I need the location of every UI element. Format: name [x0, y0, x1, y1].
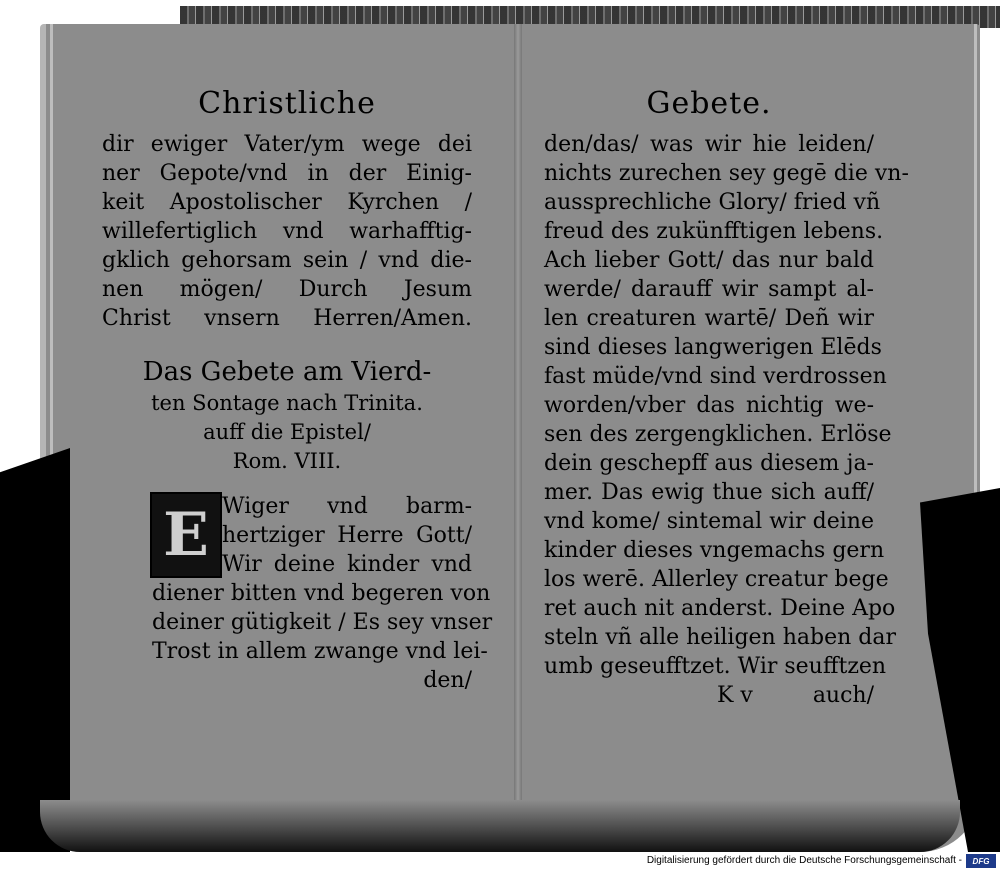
text-line: nichts zurechen sey gegē die vn-: [544, 161, 909, 186]
text-line: den/das/ was wir hie leiden/: [544, 132, 874, 157]
text-line: diener bitten vnd begeren von: [152, 581, 491, 606]
initial-letter: E: [163, 500, 209, 570]
heading-line: Rom. VIII.: [232, 449, 342, 473]
text-line: dir ewiger Vater/ym wege dei: [102, 132, 472, 157]
text-line: freud des zukünfftigen lebens.: [544, 219, 884, 244]
text-line: mer. Das ewig thue sich auff/: [544, 480, 874, 505]
heading-line: ten Sontage nach Trinita.: [151, 391, 423, 415]
catchword-left: den/: [423, 668, 472, 693]
text-line: Christ vnsern Herren/Amen.: [102, 306, 472, 331]
text-line: Trost in allem zwange vnd lei-: [152, 639, 488, 664]
text-line: Ach lieber Gott/ das nur bald: [544, 248, 874, 273]
signature-mark: K v: [716, 683, 753, 708]
text-line: nen mögen/ Durch Jesum: [102, 277, 472, 302]
text-line: sind dieses langwerigen Elēds: [544, 335, 882, 360]
text-line: keit Apostolischer Kyrchen /: [102, 190, 472, 215]
book-bottom-shadow: [40, 800, 960, 852]
text-line: aussprechliche Glory/ fried vñ: [544, 190, 881, 215]
text-line: vnd kome/ sintemal wir deine: [544, 509, 874, 534]
text-line: gklich gehorsam sein / vnd die-: [102, 248, 472, 273]
text-line: Wiger vnd barm-: [222, 494, 472, 519]
heading-line: Das Gebete am Vierd-: [142, 357, 432, 387]
prayer-text: [102, 492, 493, 695]
signature-catchword-line: [544, 681, 874, 710]
text-line: Wir deine kinder vnd: [222, 552, 472, 577]
text-line: fast müde/vnd sind verdrossen: [544, 364, 887, 389]
book-gutter: [514, 24, 522, 804]
text-line: kinder dieses vngemachs gern: [544, 538, 885, 563]
catchword-right: auch/: [812, 683, 874, 708]
left-body: [102, 130, 472, 333]
indented-lines: [222, 492, 472, 579]
dfg-logo: DFG: [966, 854, 996, 868]
prayer-lines: [152, 579, 493, 695]
right-page-text: [544, 86, 909, 710]
running-head-right: Gebete.: [646, 86, 772, 121]
text-line: ret auch nit anderst. Deine Apo: [544, 596, 896, 621]
prayer-heading: [102, 355, 472, 476]
digitization-credit: Digitalisierung gefördert durch die Deutsche Forschungsgemeinschaft -: [646, 855, 962, 866]
text-line: werde/ darauff wir sampt al-: [544, 277, 874, 302]
text-line: steln vñ alle heiligen haben dar: [544, 625, 896, 650]
footer-bar: [0, 852, 1000, 871]
text-line: sen des zergengklichen. Erlöse: [544, 422, 892, 447]
text-line: hertziger Herre Gott/: [222, 523, 472, 548]
left-cover-edge: [0, 448, 70, 852]
text-line: umb geseufftzet. Wir seufftzen: [544, 654, 887, 679]
text-line: ner Gepote/vnd in der Einig-: [102, 161, 472, 186]
text-line: los werē. Allerley creatur bege: [544, 567, 889, 592]
decorated-initial: [150, 492, 222, 578]
heading-line: auff die Epistel/: [203, 420, 371, 444]
running-head-left: Christliche: [198, 86, 376, 121]
left-page-text: [102, 86, 493, 695]
text-line: dein geschepff aus diesem ja-: [544, 451, 874, 476]
text-line: willefertiglich vnd warhafftig-: [102, 219, 472, 244]
text-line: len creaturen wartē/ Deñ wir: [544, 306, 874, 331]
text-line: deiner gütigkeit / Es sey vnser: [152, 610, 493, 635]
text-line: worden/vber das nichtig we-: [544, 393, 874, 418]
right-body: [544, 130, 909, 681]
